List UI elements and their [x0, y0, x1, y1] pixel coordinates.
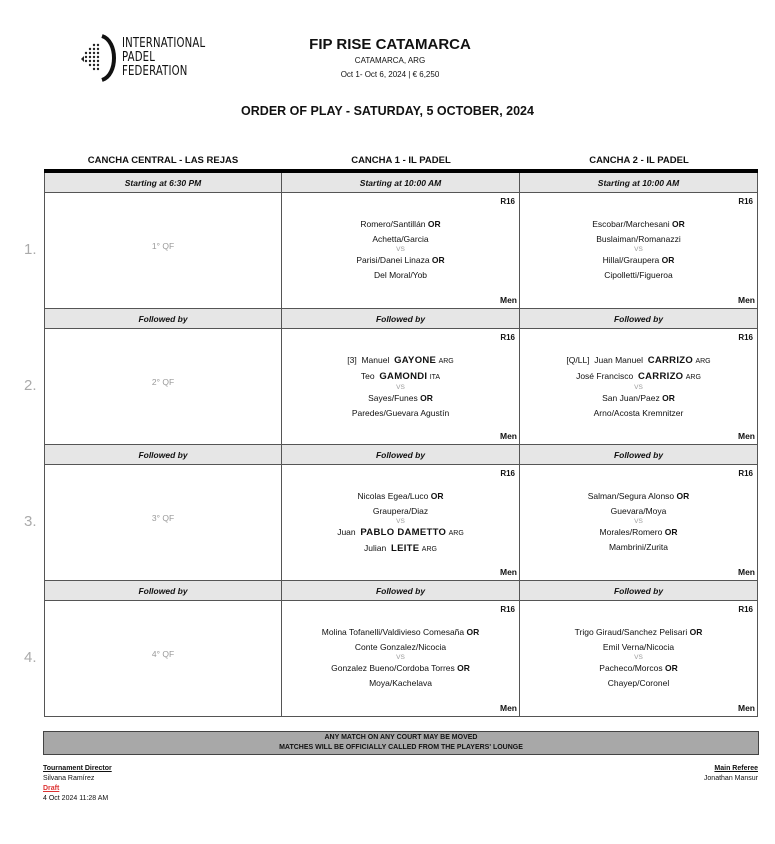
followed-by-row [44, 309, 758, 329]
followed-by-label: Followed by [282, 445, 520, 465]
match-placeholder: 3° QF [151, 513, 175, 523]
match-cell-court-1[interactable] [282, 465, 520, 581]
match-placeholder: 4° QF [151, 649, 175, 659]
fip-logo [80, 33, 229, 83]
footer-referee [704, 764, 758, 784]
match-cell-court-1[interactable] [282, 329, 520, 445]
gender-label: Men [500, 295, 517, 305]
referee-label: Main Referee [714, 765, 758, 772]
followed-by-row [44, 445, 758, 465]
row-number: 3. [24, 513, 37, 530]
match-cell-court-1[interactable] [282, 193, 520, 309]
director-label: Tournament Director [43, 765, 112, 772]
followed-by-label: Followed by [44, 445, 282, 465]
row-number: 2. [24, 377, 37, 394]
match-cell-central[interactable] [44, 601, 282, 717]
followed-by-row [44, 581, 758, 601]
match-cell-court-1[interactable] [282, 601, 520, 717]
match-row [24, 329, 758, 445]
court-header-1: CANCHA 1 - IL PADEL [351, 155, 451, 166]
order-of-play-title: ORDER OF PLAY - SATURDAY, 5 OCTOBER, 2024 [241, 104, 534, 118]
match-cell-central[interactable] [44, 465, 282, 581]
match-row [24, 465, 758, 581]
match-row [24, 193, 758, 309]
row-number: 1. [24, 241, 37, 258]
match-cell-central[interactable] [44, 329, 282, 445]
start-time-central: Starting at 6:30 PM [44, 173, 282, 193]
start-time-court-2: Starting at 10:00 AM [520, 173, 758, 193]
gender-label: Men [500, 431, 517, 441]
match-placeholder: 1° QF [151, 241, 175, 251]
notice-banner: ANY MATCH ON ANY COURT MAY BE MOVED MATCHES WILL BE OFFICIALLY CALLED FROM THE PLAYERS' LOUNGE [43, 731, 759, 755]
gender-label: Men [738, 703, 755, 713]
round-label: R16 [738, 197, 753, 206]
round-label: R16 [500, 197, 515, 206]
match-cell-court-2[interactable] [520, 465, 758, 581]
start-time-row [44, 173, 758, 193]
tournament-title: FIP RISE CATAMARCA [309, 36, 471, 53]
followed-by-label: Followed by [44, 309, 282, 329]
match-cell-court-2[interactable] [520, 601, 758, 717]
followed-by-label: Followed by [520, 309, 758, 329]
followed-by-label: Followed by [520, 445, 758, 465]
match-teams: Molina Tofanelli/Valdivieso Comesaña OR Conte Gonzalez/Nicocia VS Gonzalez Bueno/Cordoba Torres OR Moya/Kachelava [321, 627, 480, 688]
followed-by-label: Followed by [282, 581, 520, 601]
match-cell-court-2[interactable] [520, 329, 758, 445]
referee-name: Jonathan Mansur [703, 775, 758, 782]
order-of-play-grid [24, 155, 758, 717]
followed-by-label: Followed by [44, 581, 282, 601]
gender-label: Men [738, 567, 755, 577]
match-teams: Romero/Santillán OR Achetta/Garcia VS Parisi/Danei Linaza OR Del Moral/Yob [356, 219, 445, 280]
gender-label: Men [738, 431, 755, 441]
draft-status: Draft [43, 785, 60, 792]
court-header-central: CANCHA CENTRAL - LAS REJAS [87, 155, 239, 166]
padel-ball-icon [80, 33, 120, 83]
round-label: R16 [738, 333, 753, 342]
timestamp: 4 Oct 2024 11:28 AM [43, 795, 109, 802]
match-teams: [3] Manuel GAYONE ARG Teo GAMONDI ITA VS Sayes/Funes OR Paredes/Guevara Agustín [347, 355, 454, 418]
match-teams: Escobar/Marchesani OR Buslaiman/Romanazzi VS Hillal/Graupera OR Cipolletti/Figueroa [592, 219, 685, 280]
round-label: R16 [738, 469, 753, 478]
court-header-2: CANCHA 2 - IL PADEL [589, 155, 689, 166]
match-teams: Salman/Segura Alonso OR Guevara/Moya VS Morales/Romero OR Mambrini/Zurita [587, 491, 690, 552]
director-name: Silvana Ramírez [43, 775, 95, 782]
followed-by-label: Followed by [282, 309, 520, 329]
match-teams: [Q/LL] Juan Manuel CARRIZO ARG José Francisco CARRIZO ARG VS San Juan/Paez OR Arno/Acosta Kremnitzer [566, 355, 711, 418]
round-label: R16 [500, 469, 515, 478]
footer-director [43, 764, 112, 804]
followed-by-label: Followed by [520, 581, 758, 601]
match-cell-central[interactable] [44, 193, 282, 309]
match-placeholder: 2° QF [151, 377, 175, 387]
gender-label: Men [500, 567, 517, 577]
match-teams: Trigo Giraud/Sanchez Pelisari OR Emil Verna/Nicocia VS Pacheco/Morcos OR Chayep/Coronel [574, 627, 703, 688]
round-label: R16 [500, 605, 515, 614]
gender-label: Men [500, 703, 517, 713]
match-cell-court-2[interactable] [520, 193, 758, 309]
match-teams: Nicolas Egea/Luco OR Graupera/Diaz VS Juan PABLO DAMETTO ARG Julian LEITE ARG [337, 491, 464, 554]
gender-label: Men [738, 295, 755, 305]
start-time-court-1: Starting at 10:00 AM [282, 173, 520, 193]
round-label: R16 [738, 605, 753, 614]
org-name: INTERNATIONAL PADEL FEDERATION [122, 36, 206, 79]
tournament-dates-prize: Oct 1- Oct 6, 2024 | € 6,250 [340, 70, 440, 79]
round-label: R16 [500, 333, 515, 342]
tournament-location: CATAMARCA, ARG [354, 56, 426, 65]
match-row [24, 601, 758, 717]
row-number: 4. [24, 649, 37, 666]
tournament-header [240, 36, 540, 79]
